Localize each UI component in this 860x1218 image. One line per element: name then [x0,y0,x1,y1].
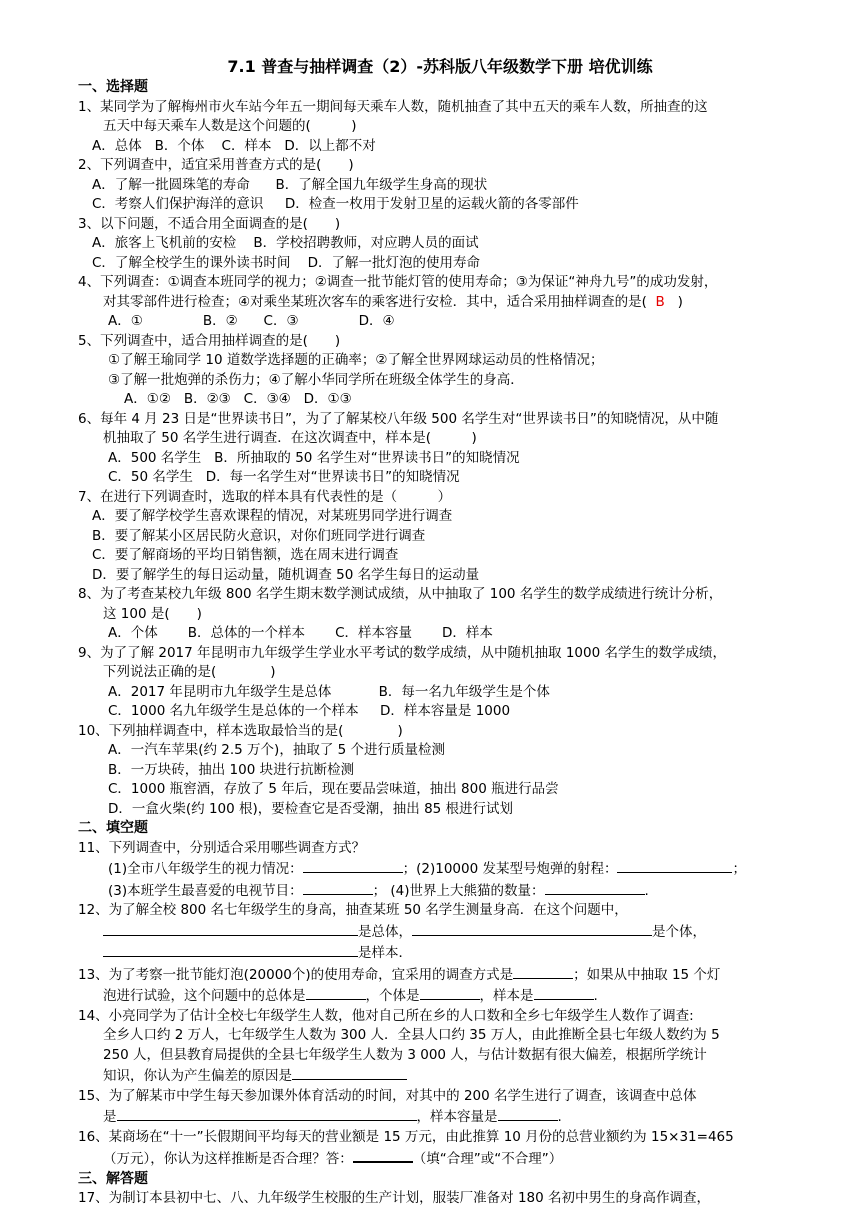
q12-t1: 是总体， [358,923,412,940]
q2-option-ab: A．了解一批圆珠笔的寿命 B．了解全国九年级学生身高的现状 [92,176,488,193]
q11-row1 [78,858,802,880]
q12-line1: 12、为了解全校 800 名七年级学生的身高，抽查某班 50 名学生测量身高．在这个问题中， [78,902,628,918]
q7-option-c: C．要了解商场的平均日销售额，选在周末进行调查 [92,547,399,563]
q3-stem: 3、以下问题，不适合用全面调查的是( ) [78,215,341,232]
q14-blank-reason[interactable] [292,1065,407,1080]
q11-p4: ； (4)世界上大熊猫的数量： [372,882,545,899]
q11-p3: (3)本班学生最喜爱的电视节目： [108,882,303,899]
q5-stem: 5、下列调查中，适合用抽样调查的是( ) [78,332,341,349]
q4-answer: B [655,293,665,310]
q1-line1: 1、某同学为了解梅州市火车站今年五一期间每天乘车人数，随机抽查了其中五天的乘车人数，所抽查的这 [78,98,708,115]
q2-stem: 2、下列调查中，适宜采用普查方式的是( ) [78,157,354,173]
q15-c: . [557,1109,562,1125]
q12-t2: 是个体， [652,923,706,940]
q11-blank1[interactable] [303,858,403,873]
q6-option-ab: A．500 名学生 B．所抽取的 50 名学生对“世界读书日”的知晓情况 [108,449,520,466]
q1-options: A．总体 B．个体 C．样本 D．以上都不对 [92,137,376,154]
question-12 [78,901,802,964]
q13-blank-method[interactable] [513,964,573,979]
q8-line2: 这 100 是( ) [103,605,202,622]
q17-line1: 17、为制订本县初中七、八、九年级学生校服的生产计划，服装厂准备对 180 名初中男生的身高作调查， [78,1190,711,1206]
q6-option-cd: C．50 名学生 D．每一名学生对“世界读书日”的知晓情况 [108,469,460,485]
q16-b: （填“合理”或“不合理”） [412,1151,563,1167]
q15-row2 [78,1106,802,1128]
q7-option-d: D．要了解学生的每日运动量，随机调查 50 名学生每日的运动量 [92,566,480,583]
question-16 [78,1128,802,1170]
q7-stem: 7、在进行下列调查时，选取的样本具有代表性的是（ ） [78,488,452,505]
q15-b: ，样本容量是 [416,1109,498,1125]
q12-row2 [78,921,802,943]
q15-line1: 15、为了解某市中学生每天参加课外体育活动的时间，对其中的 200 名学生进行了调查，该调查中总体 [78,1087,697,1104]
section-choice: 一、选择题 [78,79,148,95]
q13-a: 13、为了考察一批节能灯泡(20000个)的使用寿命，宜采用的调查方式是 [78,966,514,983]
q2-option-cd: C．考察人们保护海洋的意识 D．检查一枚用于发射卫星的运载火箭的各零部件 [92,196,579,212]
q9-option-cd: C．1000 名九年级学生是总体的一个样本 D．样本容量是 1000 [108,703,511,719]
question-7 [78,488,802,586]
q11-blank3[interactable] [303,880,373,895]
q11-p4-end: . [644,882,649,899]
q4-line1: 4、下列调查：①调查本班同学的视力；②调查一批节能灯管的使用寿命；③为保证“神舟九号”的成功发射， [78,274,718,290]
q11-p1: (1)全市八年级学生的视力情况： [108,861,303,877]
q12-blank-population[interactable] [103,921,358,936]
question-5 [78,332,802,410]
q10-option-b: B．一万块砖，抽出 100 块进行抗断检测 [108,761,355,778]
question-17 [78,1189,802,1209]
q16-blank-answer[interactable] [353,1147,413,1163]
q6-line1: 6、每年 4 月 23 日是“世界读书日”，为了了解某校八年级 500 名学生对“世界读书日”的知晓情况，从中随 [78,410,719,427]
question-13 [78,964,802,1007]
q5-item1: ①了解王瑜同学 10 道数学选择题的正确率；②了解全世界网球运动员的性格情况； [108,352,604,368]
q1-line2: 五天中每天乘车人数是这个问题的( ) [103,118,357,134]
q13-f: . [593,988,598,1004]
q10-option-c: C．1000 瓶窖酒，存放了 5 年后，现在要品尝味道，抽出 800 瓶进行品尝 [108,781,559,797]
q4-line2-end: ) [664,293,683,310]
q4-line2 [78,293,802,313]
q9-option-ab: A．2017 年昆明市九年级学生是总体 B．每一名九年级学生是个体 [108,683,550,700]
q4-options: A．① B．② C．③ D．④ [108,313,395,329]
q13-b: ；如果从中抽取 15 个灯 [573,966,721,983]
q15-blank-population[interactable] [117,1106,417,1121]
q13-e: ，样本是 [479,988,534,1004]
q12-row3 [78,942,802,964]
q11-row2 [78,880,802,902]
q15-blank-size[interactable] [498,1106,558,1121]
q11-p2-end: ； [732,861,746,877]
q8-options: A．个体 B．总体的一个样本 C．样本容量 D．样本 [108,625,493,641]
q5-options: A．①② B．②③ C．③④ D．①③ [124,391,352,407]
q12-t3: 是样本． [358,945,412,961]
q8-line1: 8、为了考查某校九年级 800 名学生期末数学测试成绩，从中抽取了 100 名学生的数学成绩进行统计分析， [78,586,723,602]
section-answer: 三、解答题 [78,1170,148,1187]
q9-line2: 下列说法正确的是( ) [103,664,276,680]
question-10 [78,722,802,820]
q9-line1: 9、为了了解 2017 年昆明市九年级学生学业水平考试的数学成绩，从中随机抽取 1000 名学生的数学成绩， [78,644,726,661]
q3-option-cd: C．了解全校学生的课外读书时间 D．了解一批灯泡的使用寿命 [92,254,480,271]
question-11 [78,839,802,902]
q13-row1 [78,964,802,986]
q16-row2 [78,1147,802,1170]
q13-c: 泡进行试验，这个问题中的总体是 [103,988,306,1004]
question-2 [78,156,802,215]
q10-stem: 10、下列抽样调查中，样本选取最恰当的是( ) [78,722,403,739]
question-4 [78,273,802,332]
q13-d: ，个体是 [365,988,420,1004]
q13-blank-population[interactable] [306,985,366,1000]
q12-blank-individual[interactable] [412,921,652,936]
question-1 [78,98,802,157]
q5-item2: ③了解一批炮弹的杀伤力；④了解小华同学所在班级全体学生的身高． [108,371,524,388]
q6-line2: 机抽取了 50 名学生进行调查．在这次调查中，样本是( ) [103,430,477,446]
q13-blank-individual[interactable] [420,985,480,1000]
question-14 [78,1007,802,1087]
q4-line2-text: 对其零部件进行检查；④对乘坐某班次客车的乘客进行安检．其中，适合采用抽样调查的是( [103,293,656,310]
q14-line4: 知识，你认为产生偏差的原因是 [103,1068,292,1084]
question-8 [78,585,802,644]
q10-option-d: D．一盒火柴(约 100 根)，要检查它是否受潮，抽出 85 根进行试划 [108,800,514,817]
q11-blank4[interactable] [545,880,645,895]
q15-a: 是 [103,1109,117,1125]
q13-blank-sample[interactable] [534,985,594,1000]
q11-stem: 11、下列调查中，分别适合采用哪些调查方式？ [78,839,366,856]
q13-row2 [78,985,802,1007]
q7-option-a: A．要了解学校学生喜欢课程的情况，对某班男同学进行调查 [92,508,453,524]
q14-row4 [78,1065,802,1087]
q3-option-ab: A．旅客上飞机前的安检 B．学校招聘教师，对应聘人员的面试 [92,235,479,251]
q12-blank-sample[interactable] [103,942,358,957]
q10-option-a: A．一汽车苹果(约 2.5 万个)，抽取了 5 个进行质量检测 [108,742,445,758]
question-15 [78,1087,802,1128]
q11-p2: ；(2)10000 发某型号炮弹的射程： [402,861,618,877]
q7-option-b: B．要了解某小区居民防火意识，对你们班同学进行调查 [92,527,426,544]
q16-line1: 16、某商场在“十一”长假期间平均每天的营业额是 15 万元，由此推算 10 月份的总营业额约为 15×31=465 [78,1128,734,1145]
q14-line1: 14、小亮同学为了估计全校七年级学生人数，他对自己所在乡的人口数和全乡七年级学生人数作了调查: [78,1007,694,1024]
question-6 [78,410,802,488]
page-title: 7.1 普查与抽样调查（2）-苏科版八年级数学下册 培优训练 [227,57,653,76]
q11-blank2[interactable] [617,858,732,873]
section-fill: 二、填空题 [78,820,148,836]
q14-line2: 全乡人口约 2 万人，七年级学生人数为 300 人．全县人口约 35 万人，由此推断全县七年级人数约为 5 [103,1027,720,1043]
question-3 [78,215,802,274]
q16-a: （万元），你认为这样推断是否合理？答： [103,1151,353,1167]
question-9 [78,644,802,722]
q14-line3: 250 人，但县教育局提供的全县七年级学生人数为 3 000 人，与估计数据有很大偏差，根据所学统计 [103,1046,707,1063]
